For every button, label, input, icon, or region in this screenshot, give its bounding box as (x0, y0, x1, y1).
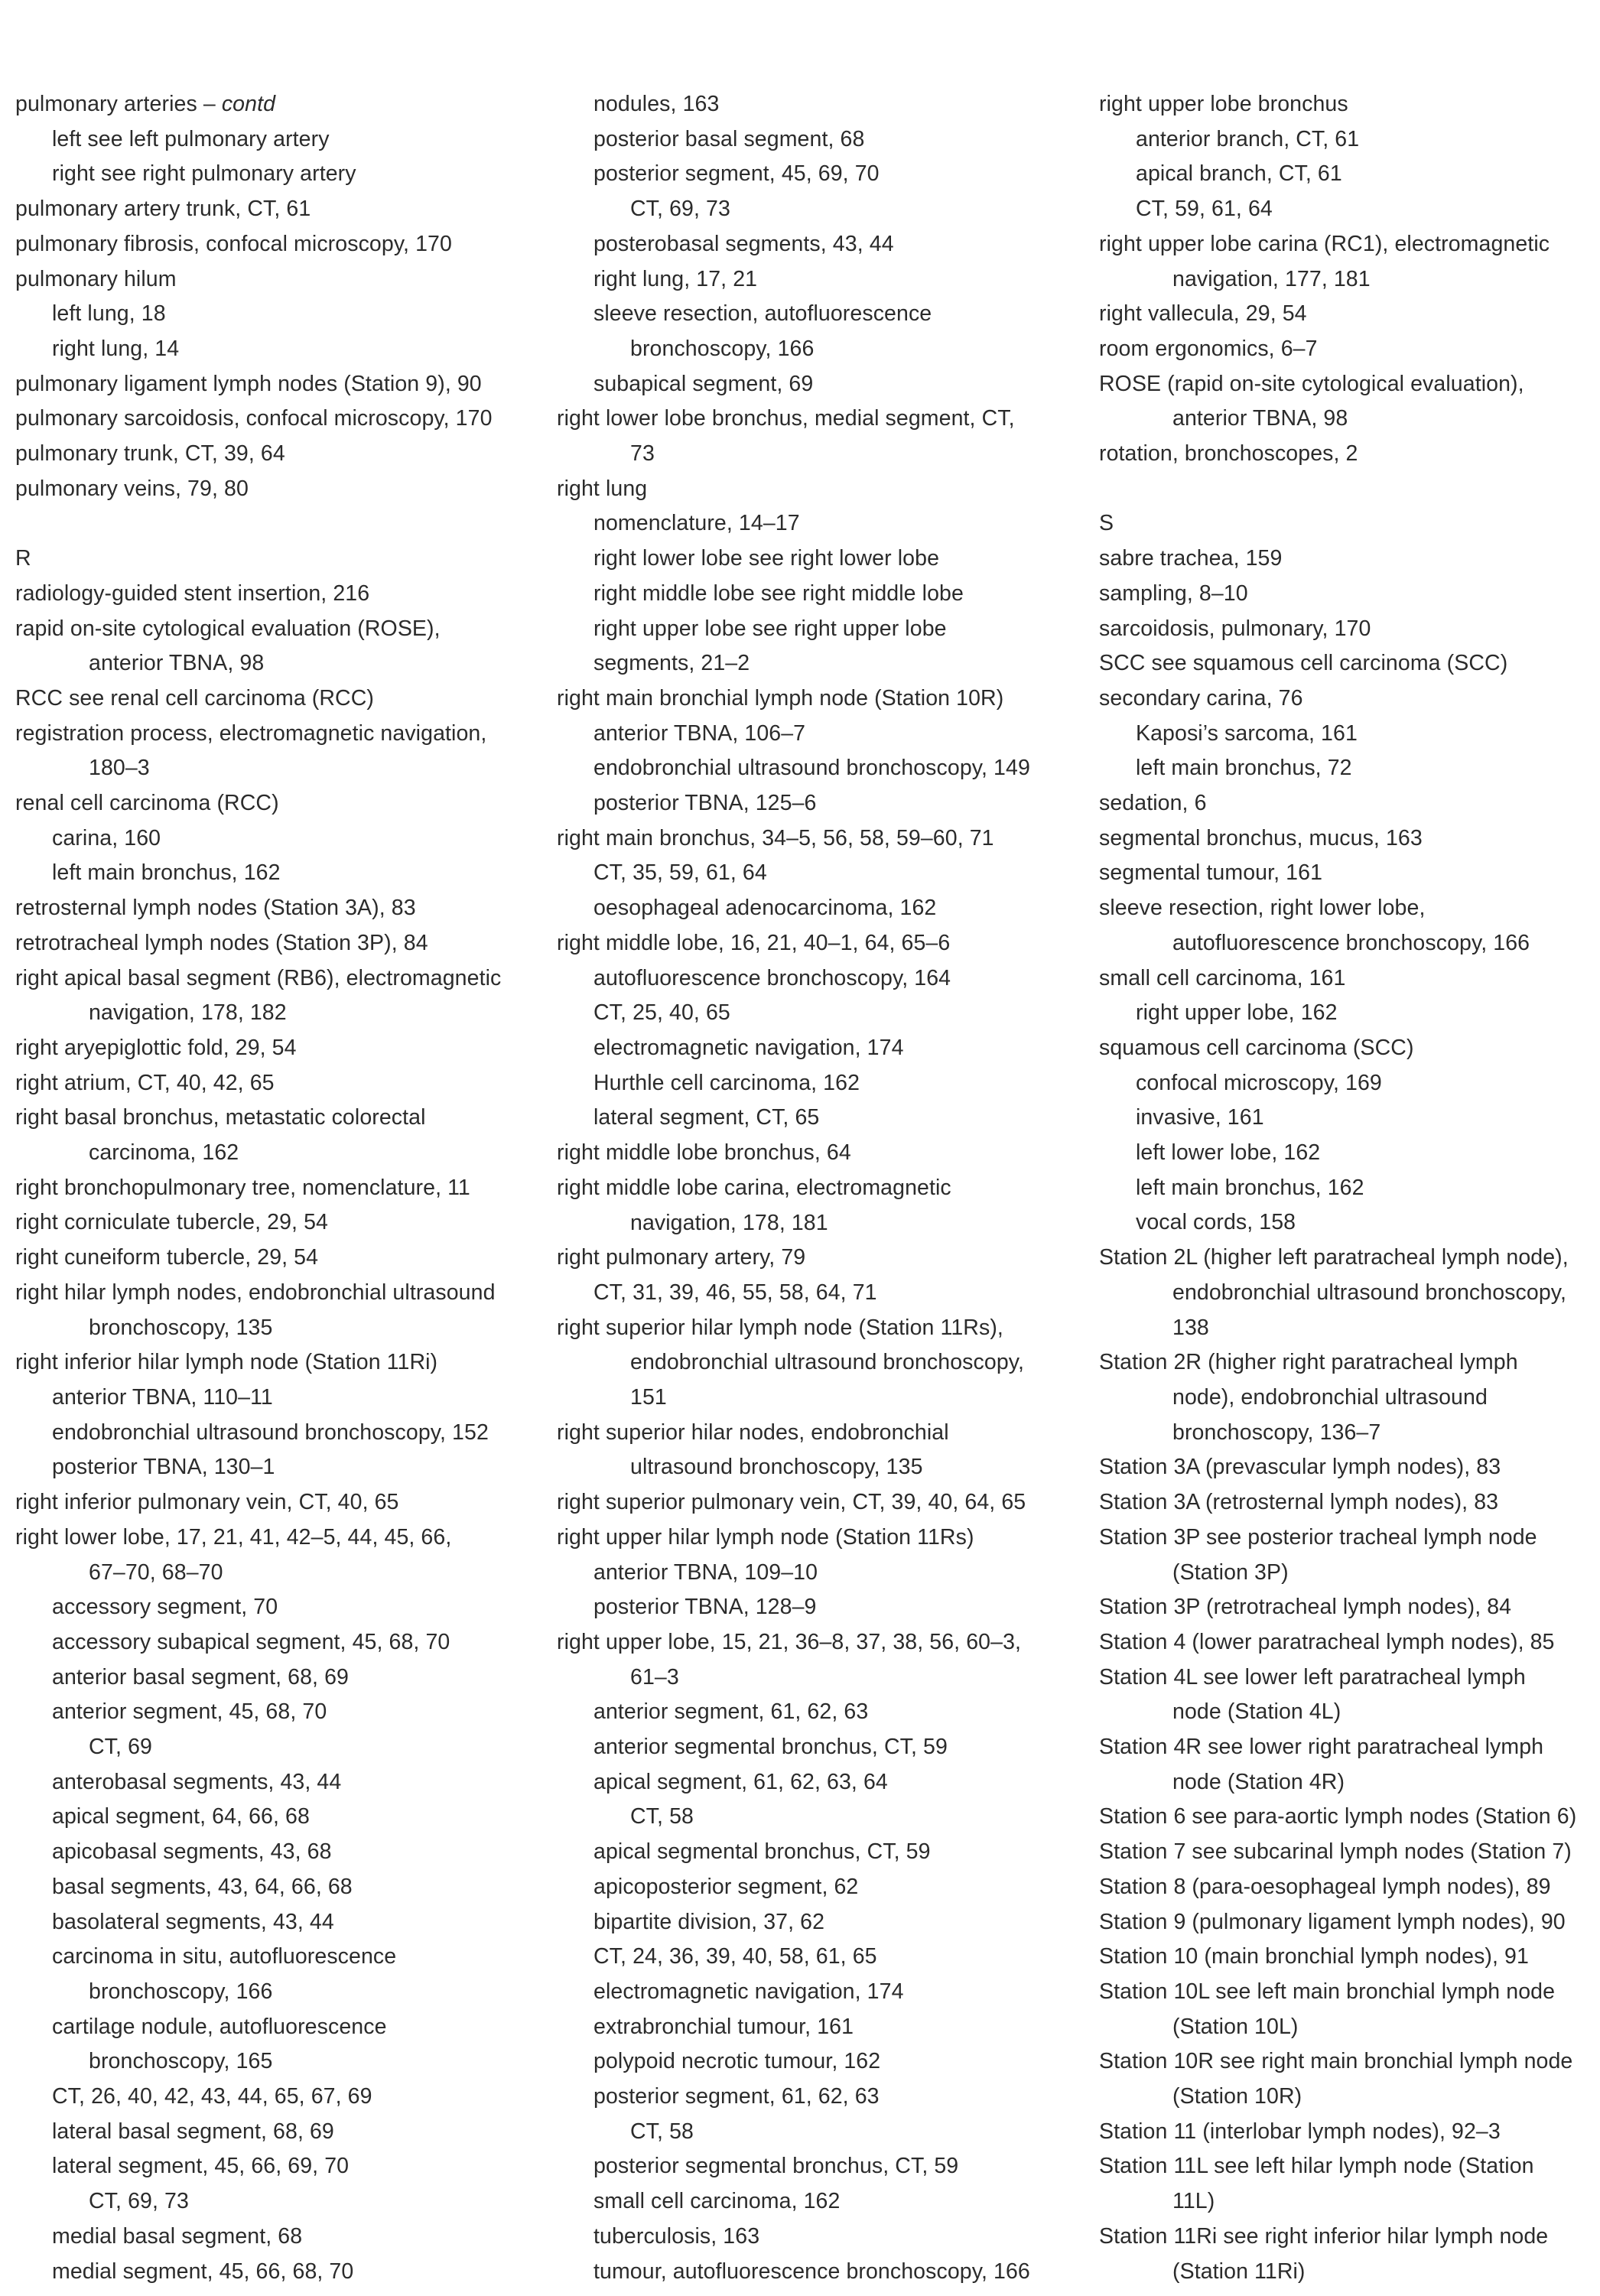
index-entry: right hilar lymph nodes, endobronchial ultrasound (15, 1280, 496, 1305)
index-entry: 73 (630, 441, 655, 467)
index-entry: anterobasal segments, 43, 44 (52, 1769, 342, 1794)
index-column-2 (557, 87, 1085, 2289)
index-entry: 11L) (1172, 2189, 1215, 2214)
index-entry: retrotracheal lymph nodes (Station 3P), 84 (15, 930, 428, 955)
index-entry: node (Station 4R) (1172, 1769, 1345, 1794)
index-entry: left main bronchus, 72 (1136, 756, 1352, 781)
index-entry: pulmonary veins, 79, 80 (15, 476, 249, 501)
index-entry: CT, 59, 61, 64 (1136, 197, 1273, 222)
index-entry: radiology-guided stent insertion, 216 (15, 581, 370, 606)
index-entry: Station 3A (retrosternal lymph nodes), 83 (1099, 1490, 1499, 1515)
index-entry: CT, 25, 40, 65 (593, 1000, 730, 1026)
index-entry: apical segment, 61, 62, 63, 64 (593, 1769, 888, 1794)
index-entry: CT, 35, 59, 61, 64 (593, 860, 767, 886)
index-entry: ROSE (rapid on-site cytological evaluation), (1099, 371, 1524, 396)
index-entry: sedation, 6 (1099, 791, 1207, 816)
index-entry: invasive, 161 (1136, 1105, 1264, 1130)
index-entry: Station 3P (retrotracheal lymph nodes), 84 (1099, 1595, 1512, 1620)
continued-marker: contd (221, 92, 276, 116)
index-entry: Station 10R see right main bronchial lymph node (1099, 2049, 1573, 2074)
index-entry: bronchoscopy, 166 (89, 1979, 273, 2004)
index-entry: vocal cords, 158 (1136, 1210, 1296, 1235)
index-entry: anterior branch, CT, 61 (1136, 126, 1360, 151)
index-entry: anterior TBNA, 98 (89, 651, 265, 676)
index-entry: anterior segment, 45, 68, 70 (52, 1699, 327, 1725)
index-entry: right atrium, CT, 40, 42, 65 (15, 1070, 275, 1095)
index-entry: small cell carcinoma, 161 (1099, 965, 1346, 990)
index-entry: lateral basal segment, 68, 69 (52, 2119, 334, 2144)
index-entry: right lower lobe see right lower lobe (593, 546, 940, 571)
index-entry: accessory segment, 70 (52, 1595, 278, 1620)
index-entry: posterior basal segment, 68 (593, 126, 865, 151)
index-entry: endobronchial ultrasound bronchoscopy, 152 (52, 1420, 489, 1445)
index-entry: anterior segment, 61, 62, 63 (593, 1699, 869, 1725)
index-entry: Station 4L see lower left paratracheal lymph (1099, 1664, 1526, 1689)
index-entry: pulmonary sarcoidosis, confocal microscopy, 170 (15, 406, 493, 431)
index-entry: right lung (557, 476, 648, 501)
index-entry: lateral segment, 45, 66, 69, 70 (52, 2154, 350, 2179)
index-entry: right middle lobe bronchus, 64 (557, 1140, 851, 1166)
index-entry: anterior TBNA, 98 (1172, 406, 1348, 431)
index-entry: pulmonary arteries – contd (15, 92, 276, 116)
index-entry: right apical basal segment (RB6), electromagnetic (15, 965, 502, 990)
index-entry: posterior TBNA, 125–6 (593, 791, 817, 816)
index-entry: electromagnetic navigation, 174 (593, 1035, 904, 1060)
index-entry: Station 8 (para-oesophageal lymph nodes), 89 (1099, 1874, 1551, 1899)
index-entry: right basal bronchus, metastatic colorectal (15, 1105, 426, 1130)
index-entry: Station 2L (higher left paratracheal lymph node), (1099, 1245, 1569, 1270)
index-entry: Station 7 see subcarinal lymph nodes (Station 7) (1099, 1839, 1572, 1865)
index-entry: navigation, 177, 181 (1172, 266, 1371, 291)
index-entry: sabre trachea, 159 (1099, 546, 1283, 571)
index-entry: right upper hilar lymph node (Station 11Rs) (557, 1524, 974, 1550)
section-letter-heading: R (15, 546, 31, 571)
index-entry: left main bronchus, 162 (1136, 1175, 1364, 1200)
index-entry: accessory subapical segment, 45, 68, 70 (52, 1629, 450, 1654)
index-entry: right superior hilar nodes, endobronchial (557, 1420, 949, 1445)
index-entry: sleeve resection, autofluorescence (593, 301, 932, 327)
index-entry: left see left pulmonary artery (52, 126, 330, 151)
index-entry: pulmonary trunk, CT, 39, 64 (15, 441, 285, 467)
index-entry: rapid on-site cytological evaluation (ROSE), (15, 616, 441, 641)
index-entry: right lower lobe bronchus, medial segment, CT, (557, 406, 1015, 431)
index-column-3 (1099, 87, 1600, 2289)
index-entry: navigation, 178, 182 (89, 1000, 287, 1026)
index-entry: carcinoma in situ, autofluorescence (52, 1944, 397, 1969)
index-entry: Station 10L see left main bronchial lymph node (1099, 1979, 1556, 2004)
index-entry: right middle lobe see right middle lobe (593, 581, 964, 606)
index-entry: pulmonary hilum (15, 266, 177, 291)
index-entry: bronchoscopy, 166 (630, 336, 815, 361)
index-entry: CT, 26, 40, 42, 43, 44, 65, 67, 69 (52, 2084, 372, 2109)
index-entry: nomenclature, 14–17 (593, 511, 800, 536)
index-entry: secondary carina, 76 (1099, 685, 1303, 711)
index-entry: 180–3 (89, 756, 150, 781)
section-gap (1099, 472, 1600, 507)
index-entry: ultrasound bronchoscopy, 135 (630, 1455, 923, 1480)
index-entry: right lung, 14 (52, 336, 180, 361)
index-entry: Station 4 (lower paratracheal lymph nodes), 85 (1099, 1629, 1555, 1654)
index-entry: right main bronchus, 34–5, 56, 58, 59–60, 71 (557, 825, 994, 850)
index-entry: posterior TBNA, 128–9 (593, 1595, 817, 1620)
index-entry: bipartite division, 37, 62 (593, 1909, 825, 1934)
index-entry: posterior segment, 45, 69, 70 (593, 161, 880, 187)
index-entry: carcinoma, 162 (89, 1140, 239, 1166)
index-entry: segmental tumour, 161 (1099, 860, 1323, 886)
index-entry: cartilage nodule, autofluorescence (52, 2014, 387, 2039)
index-entry: tumour, autofluorescence bronchoscopy, 166 (593, 2259, 1030, 2284)
index-entry: small cell carcinoma, 162 (593, 2189, 841, 2214)
index-column-1 (15, 87, 543, 2289)
index-entry: retrosternal lymph nodes (Station 3A), 83 (15, 896, 416, 921)
index-entry: Station 3A (prevascular lymph nodes), 83 (1099, 1455, 1501, 1480)
index-entry: Kaposi’s sarcoma, 161 (1136, 720, 1358, 746)
index-entry: right upper lobe, 15, 21, 36–8, 37, 38, 56, 60–3, (557, 1629, 1022, 1654)
index-entry: 61–3 (630, 1664, 679, 1689)
index-entry: (Station 11Ri) (1172, 2259, 1306, 2284)
index-entry: basal segments, 43, 64, 66, 68 (52, 1874, 353, 1899)
index-entry: subapical segment, 69 (593, 371, 814, 396)
section-letter-heading: S (1099, 511, 1114, 536)
index-entry: right bronchopulmonary tree, nomenclature, 11 (15, 1175, 470, 1200)
index-entry: right inferior pulmonary vein, CT, 40, 65 (15, 1490, 399, 1515)
index-entry: 151 (630, 1385, 667, 1410)
index-entry: 67–70, 68–70 (89, 1559, 223, 1585)
index-entry: right upper lobe, 162 (1136, 1000, 1338, 1026)
index-entry: confocal microscopy, 169 (1136, 1070, 1382, 1095)
index-entry: right lung, 17, 21 (593, 266, 758, 291)
index-entry: Station 9 (pulmonary ligament lymph nodes), 90 (1099, 1909, 1566, 1934)
index-entry: room ergonomics, 6–7 (1099, 336, 1318, 361)
index-entry: posterior segment, 61, 62, 63 (593, 2084, 880, 2109)
index-entry: segments, 21–2 (593, 651, 750, 676)
index-entry: endobronchial ultrasound bronchoscopy, 149 (593, 756, 1030, 781)
index-entry: Station 4R see lower right paratracheal lymph (1099, 1735, 1544, 1760)
index-entry: right corniculate tubercle, 29, 54 (15, 1210, 328, 1235)
index-entry: CT, 69, 73 (630, 197, 730, 222)
index-entry: SCC see squamous cell carcinoma (SCC) (1099, 651, 1508, 676)
index-entry: rotation, bronchoscopes, 2 (1099, 441, 1358, 467)
index-entry: pulmonary ligament lymph nodes (Station 9), 90 (15, 371, 482, 396)
index-entry: right aryepiglottic fold, 29, 54 (15, 1035, 297, 1060)
index-entry: Station 11Ri see right inferior hilar lymph node (1099, 2223, 1549, 2249)
index-entry: right main bronchial lymph node (Station 10R) (557, 685, 1004, 711)
index-entry: RCC see renal cell carcinoma (RCC) (15, 685, 375, 711)
index-entry: anterior segmental bronchus, CT, 59 (593, 1735, 948, 1760)
index-entry: posterior TBNA, 130–1 (52, 1455, 275, 1480)
index-entry: medial basal segment, 68 (52, 2223, 303, 2249)
index-entry: apical segmental bronchus, CT, 59 (593, 1839, 931, 1865)
index-entry: pulmonary artery trunk, CT, 61 (15, 197, 311, 222)
section-gap (15, 506, 543, 541)
index-entry: CT, 24, 36, 39, 40, 58, 61, 65 (593, 1944, 877, 1969)
index-entry: right cuneiform tubercle, 29, 54 (15, 1245, 319, 1270)
index-entry: CT, 69 (89, 1735, 152, 1760)
index-entry: nodules, 163 (593, 92, 720, 116)
index-entry: medial segment, 45, 66, 68, 70 (52, 2259, 354, 2284)
index-entry: apical segment, 64, 66, 68 (52, 1804, 310, 1829)
index-entry: right superior pulmonary vein, CT, 39, 40, 64, 65 (557, 1490, 1026, 1515)
index-entry: autofluorescence bronchoscopy, 166 (1172, 930, 1530, 955)
index-entry: right inferior hilar lymph node (Station 11Ri) (15, 1350, 438, 1375)
index-entry: tuberculosis, 163 (593, 2223, 760, 2249)
index-entry: apical branch, CT, 61 (1136, 161, 1342, 187)
index-entry: (Station 10R) (1172, 2084, 1302, 2109)
index-entry: right upper lobe see right upper lobe (593, 616, 947, 641)
index-entry: endobronchial ultrasound bronchoscopy, (630, 1350, 1025, 1375)
index-entry: lateral segment, CT, 65 (593, 1105, 820, 1130)
index-entry: carina, 160 (52, 825, 161, 850)
index-entry: left lung, 18 (52, 301, 166, 327)
index-entry: autofluorescence bronchoscopy, 164 (593, 965, 951, 990)
index-entry: sampling, 8–10 (1099, 581, 1248, 606)
index-entry: node (Station 4L) (1172, 1699, 1341, 1725)
index-entry: Station 6 see para-aortic lymph nodes (Station 6) (1099, 1804, 1577, 1829)
index-entry: posterior segmental bronchus, CT, 59 (593, 2154, 959, 2179)
index-entry: left main bronchus, 162 (52, 860, 281, 886)
index-entry: segmental bronchus, mucus, 163 (1099, 825, 1423, 850)
index-entry: Station 3P see posterior tracheal lymph node (1099, 1524, 1537, 1550)
index-entry: CT, 58 (630, 2119, 694, 2144)
index-entry: bronchoscopy, 165 (89, 2049, 273, 2074)
index-entry: navigation, 178, 181 (630, 1210, 828, 1235)
index-entry: CT, 69, 73 (89, 2189, 189, 2214)
index-entry: registration process, electromagnetic navigation, (15, 720, 487, 746)
index-entry: right pulmonary artery, 79 (557, 1245, 806, 1270)
index-entry: extrabronchial tumour, 161 (593, 2014, 854, 2039)
index-entry: Station 11L see left hilar lymph node (Station (1099, 2154, 1534, 2179)
index-entry: apicoposterior segment, 62 (593, 1874, 859, 1899)
index-entry: Hurthle cell carcinoma, 162 (593, 1070, 860, 1095)
index-entry: right upper lobe carina (RC1), electromagnetic (1099, 231, 1550, 256)
index-entry: posterobasal segments, 43, 44 (593, 231, 894, 256)
index-entry: Station 11 (interlobar lymph nodes), 92–3 (1099, 2119, 1501, 2144)
index-entry: squamous cell carcinoma (SCC) (1099, 1035, 1414, 1060)
index-entry: Station 2R (higher right paratracheal lymph (1099, 1350, 1518, 1375)
index-entry: (Station 10L) (1172, 2014, 1299, 2039)
index-entry: renal cell carcinoma (RCC) (15, 791, 279, 816)
index-entry: endobronchial ultrasound bronchoscopy, (1172, 1280, 1567, 1305)
index-entry: node), endobronchial ultrasound (1172, 1385, 1488, 1410)
index-entry: right superior hilar lymph node (Station 11Rs), (557, 1315, 1003, 1340)
index-entry: sleeve resection, right lower lobe, (1099, 896, 1426, 921)
index-entry: oesophageal adenocarcinoma, 162 (593, 896, 937, 921)
index-entry: left lower lobe, 162 (1136, 1140, 1321, 1166)
index-entry: basolateral segments, 43, 44 (52, 1909, 334, 1934)
index-entry: pulmonary fibrosis, confocal microscopy, 170 (15, 231, 452, 256)
index-entry: right upper lobe bronchus (1099, 92, 1348, 116)
index-entry: CT, 58 (630, 1804, 694, 1829)
index-entry: bronchoscopy, 136–7 (1172, 1420, 1381, 1445)
index-entry: polypoid necrotic tumour, 162 (593, 2049, 881, 2074)
index-entry: anterior TBNA, 110–11 (52, 1385, 273, 1410)
index-entry: bronchoscopy, 135 (89, 1315, 273, 1340)
index-entry: right middle lobe, 16, 21, 40–1, 64, 65–6 (557, 930, 951, 955)
index-entry: CT, 31, 39, 46, 55, 58, 64, 71 (593, 1280, 877, 1305)
index-entry: right vallecula, 29, 54 (1099, 301, 1307, 327)
index-entry: anterior basal segment, 68, 69 (52, 1664, 349, 1689)
index-entry: Station 10 (main bronchial lymph nodes), 91 (1099, 1944, 1529, 1969)
index-entry: apicobasal segments, 43, 68 (52, 1839, 332, 1865)
index-entry: (Station 3P) (1172, 1559, 1289, 1585)
index-entry: anterior TBNA, 109–10 (593, 1559, 818, 1585)
index-entry: anterior TBNA, 106–7 (593, 720, 806, 746)
index-entry: right see right pulmonary artery (52, 161, 356, 187)
index-entry: 138 (1172, 1315, 1209, 1340)
index-entry: right lower lobe, 17, 21, 41, 42–5, 44, 45, 66, (15, 1524, 452, 1550)
index-entry: right middle lobe carina, electromagnetic (557, 1175, 951, 1200)
index-entry: electromagnetic navigation, 174 (593, 1979, 904, 2004)
index-entry: sarcoidosis, pulmonary, 170 (1099, 616, 1371, 641)
